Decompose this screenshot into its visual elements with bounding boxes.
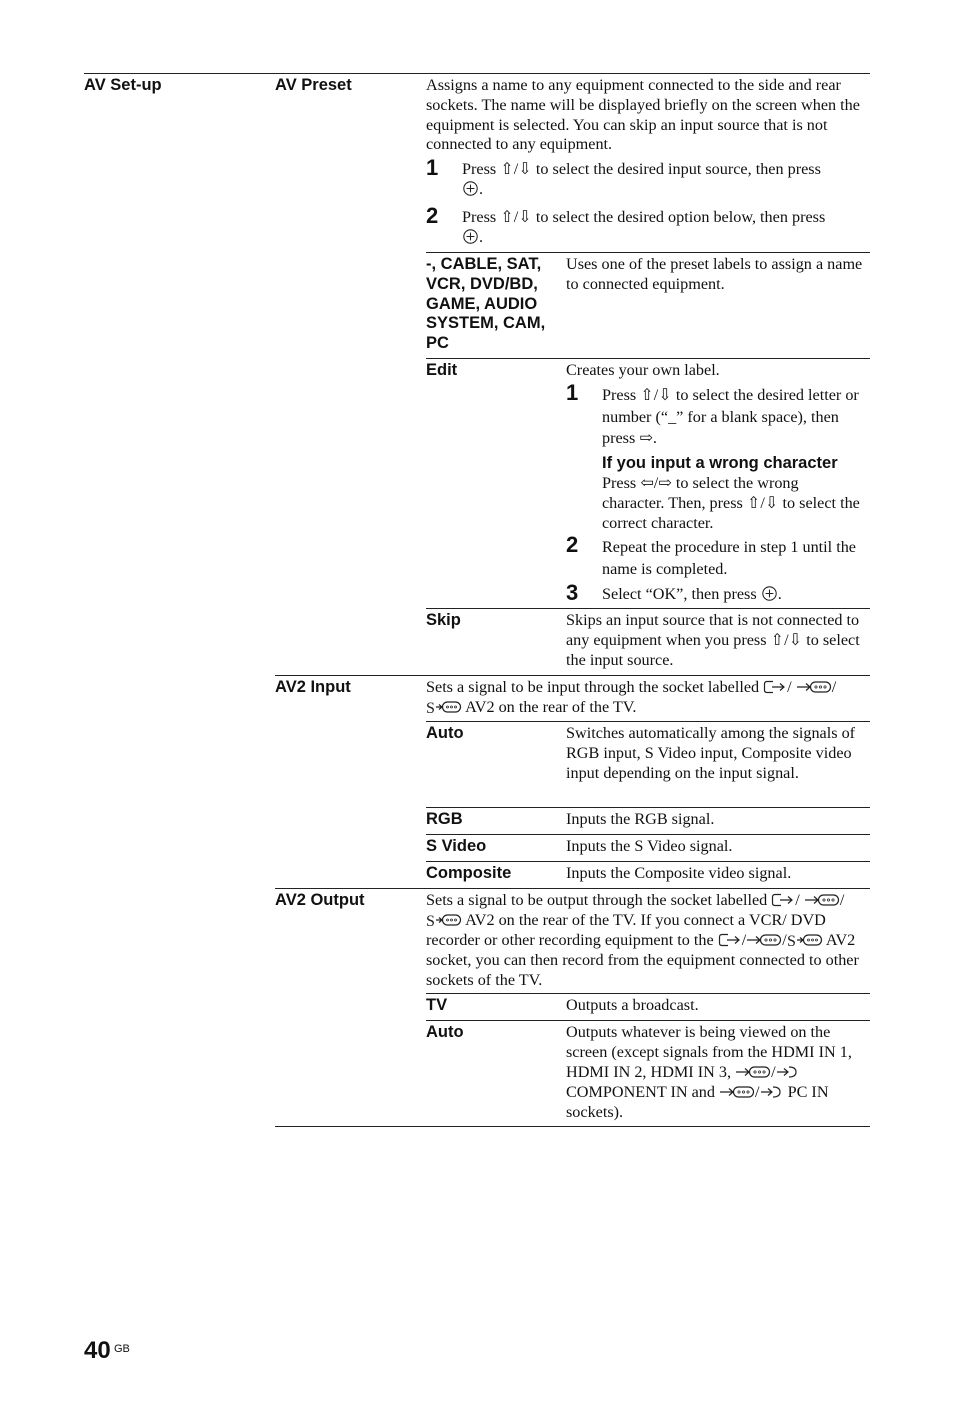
option-description: Inputs the RGB signal. [566,810,715,828]
av-preset-description: Assigns a name to any equipment connected to the side and rear sockets. The name will be displayed briefly on the screen when the equipment is selected. You can skip an input source that is not connected to any equipment. [426,76,860,154]
av2-input-description: Sets a signal to be input through the socket labelled / / AV2 on the rear of the TV. [426,678,837,716]
video-socket-icon [796,679,832,695]
option-edit: Edit [426,361,458,379]
edit-step-1: Press ⇧/⇩ to select the desired letter or number (“_” for a blank space), then press ⇨. [602,386,859,447]
edit-step-3: Select “OK”, then press . [602,585,782,603]
divider [275,675,870,676]
divider [426,252,870,253]
section-label: AV Set-up [84,76,162,94]
step-text: Press ⇧/⇩ to select the desired option below, then press [462,208,826,226]
option-description: Switches automatically among the signals of RGB input, S Video input, Composite video input depending on the input signal. [566,724,856,782]
scart-socket-icon [771,892,795,908]
option-description: Skips an input source that is not connected to any equipment when you press ⇧/⇩ to select the input source. [566,611,860,669]
av-preset-label: AV Preset [275,76,352,94]
option-description: Creates your own label. [566,361,720,379]
divider [426,358,870,359]
step-number: 1 [426,155,439,180]
video-socket-icon [735,1064,771,1080]
top-rule [84,73,870,74]
step-number: 2 [566,532,579,557]
option-skip: Skip [426,611,461,629]
option-description: Inputs the S Video signal. [566,837,733,855]
enter-icon [462,180,479,197]
s-video-socket-icon [426,699,462,715]
enter-icon [462,228,479,245]
av2-output-label: AV2 Output [275,891,365,909]
av-preset-step-2: Press ⇧/⇩ to select the desired option below, then press . [462,208,826,246]
option-tv: TV [426,996,448,1014]
step-text: Select “OK”, then press [602,585,757,603]
divider [426,834,870,835]
wrong-character-text: Press ⇦/⇨ to select the wrong character. Then, press ⇧/⇩ to select the correct character. [602,474,860,532]
bottom-rule [275,1126,870,1127]
divider [426,993,870,994]
video-socket-icon [746,932,782,948]
description-text: COMPONENT IN and [566,1082,715,1101]
divider [275,888,870,889]
option-preset-labels: -, CABLE, SAT, VCR, DVD/BD, GAME, AUDIO SYSTEM, CAM, PC [426,255,546,353]
description-text: PC IN sockets). [566,1082,829,1121]
divider [426,721,870,722]
enter-icon [761,585,778,602]
option-description: Inputs the Composite video signal. [566,864,792,882]
option-description: Outputs whatever is being viewed on the screen (except signals from the HDMI IN 1, HDMI IN 2, HDMI IN 3, / COMPONENT IN and / PC IN sockets). [566,1023,852,1121]
av2-input-label: AV2 Input [275,678,351,696]
option-s-video: S Video [426,837,487,855]
divider [426,608,870,609]
step-number: 2 [426,203,439,228]
scart-socket-icon [718,932,742,948]
s-video-socket-icon [787,932,823,948]
av-preset-step-1: Press ⇧/⇩ to select the desired input source, then press . [462,160,821,198]
divider [426,1020,870,1021]
description-text: Outputs whatever is being viewed on the screen (except signals from the HDMI IN 1, HDMI IN 2, HDMI IN 3, [566,1023,852,1081]
audio-socket-icon [776,1064,800,1080]
divider [426,861,870,862]
description-text: AV2 on the rear of the TV. If you connect a VCR/ DVD recorder or other recording equipment to the [426,910,826,949]
wrong-character-heading: If you input a wrong character [602,454,838,472]
step-text: Press ⇧/⇩ to select the desired input source, then press [462,160,821,178]
video-socket-icon [719,1084,755,1100]
region-code: GB [114,1343,130,1355]
s-video-socket-icon [426,912,462,928]
video-socket-icon [804,892,840,908]
description-text: Sets a signal to be output through the socket labelled [426,891,768,909]
option-description: Outputs a broadcast. [566,996,699,1014]
option-auto: Auto [426,724,464,742]
scart-socket-icon [763,679,787,695]
description-text: Sets a signal to be input through the socket labelled [426,678,760,696]
description-text: AV2 socket, you can then record from the equipment connected to other sockets of the TV. [426,930,859,989]
divider [426,807,870,808]
option-description: Uses one of the preset labels to assign a name to connected equipment. [566,255,863,293]
step-number: 3 [566,580,579,605]
av2-output-description: Sets a signal to be output through the socket labelled / / AV2 on the rear of the TV. If you connect a VCR/ DVD recorder or other recording equipment to the / / AV2 socket, you can then record from the equipment connected to other sockets of the TV. [426,891,859,989]
option-composite: Composite [426,864,512,882]
audio-socket-icon [760,1084,784,1100]
edit-step-2: Repeat the procedure in step 1 until the name is completed. [602,538,856,578]
option-auto: Auto [426,1023,464,1041]
option-rgb: RGB [426,810,463,828]
description-text: AV2 on the rear of the TV. [465,697,637,716]
step-number: 1 [566,380,579,405]
page-number: 40 [84,1337,111,1364]
